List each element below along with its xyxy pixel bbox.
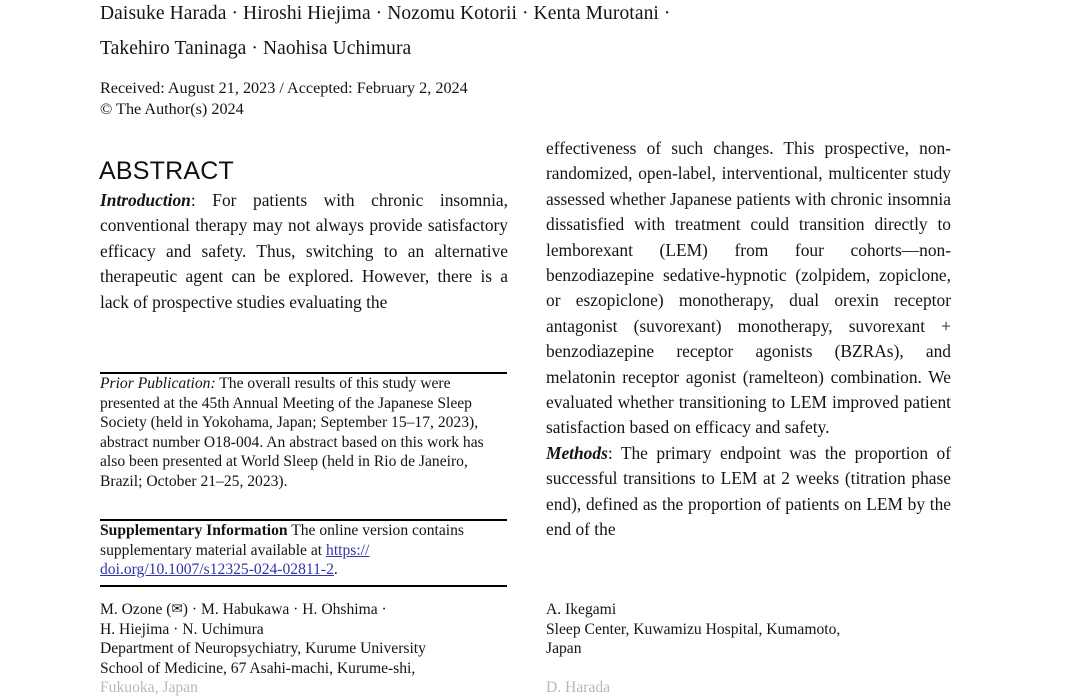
corresponding-author-name: M. Ozone (: [100, 601, 172, 618]
envelope-icon: ✉: [171, 601, 183, 617]
abstract-continuation-column: [546, 136, 951, 543]
abstract-introduction-paragraph: [100, 188, 508, 315]
affiliation-right-line-3: Japan: [546, 640, 582, 658]
affiliation-block-left: [100, 600, 520, 698]
affiliation-left-line-2: H. Hiejima · N. Uchimura: [100, 620, 264, 638]
supplementary-information-note: [100, 521, 510, 580]
methods-label: Methods: [546, 442, 608, 463]
author-byline: [100, 0, 800, 66]
affiliation-block-right: [546, 600, 966, 698]
footnote-divider-bottom: [100, 585, 507, 587]
affiliation-left-line-5: Fukuoka, Japan: [100, 679, 198, 697]
abstract-heading: ABSTRACT: [99, 156, 234, 185]
affiliation-left-line-1: [100, 600, 520, 620]
abstract-introduction-continued: effectiveness of such changes. This prospective, non-randomized, open-label, interventional, multicenter study assessed whether Japanese patients with chronic insomnia dissatisfied with treatment could transition directly to lemborexant (LEM) from four cohorts—non-benzodiazepine sedative-hypnotic (zolpidem, zopiclone, or eszopiclone) monotherapy, dual orexin receptor antagonist (suvorexant) monotherapy, suvorexant + benzodiazepine receptor agonists (BZRAs), and melatonin receptor agonist (ramelteon) combination. We evaluated whether transitioning to LEM improved patient satisfaction based on efficacy and safety.: [546, 138, 951, 438]
publication-dates: [100, 78, 530, 119]
author-line-1: Daisuke Harada · Hiroshi Hiejima · Nozomu Kotorii · Kenta Murotani ·: [100, 3, 671, 24]
affiliation-right-spacer: [546, 659, 966, 679]
introduction-label: Introduction: [100, 190, 191, 210]
doi-link[interactable]: https:// doi.org/10.1007/s12325-024-02811-2: [100, 541, 370, 579]
affiliation-right-line-4: D. Harada: [546, 679, 611, 697]
abstract-introduction-column: [100, 188, 508, 315]
abstract-methods-paragraph: [546, 441, 951, 543]
prior-publication-note: [100, 374, 510, 492]
supplementary-information-text: The online version contains supplementary material available at: [100, 522, 464, 559]
affiliation-left-coauthors: ) · M. Habukawa · H. Ohshima ·: [182, 601, 387, 618]
supplementary-information-label: Supplementary Information: [100, 522, 288, 539]
received-accepted-line: Received: August 21, 2023 / Accepted: February 2, 2024: [100, 79, 468, 97]
supplementary-trailing-period: .: [333, 561, 338, 579]
introduction-text: : For patients with chronic insomnia, conventional therapy may not always provide satisfactory efficacy and safety. Thus, switching to an alternative therapeutic agent can be explored. However, there is a lack of prospective studies evaluating the: [100, 190, 508, 312]
methods-text: : The primary endpoint was the proportion of successful transitions to LEM at 2 weeks (titration phase end), defined as the proportion of patients on LEM by the end of the: [546, 442, 951, 540]
affiliation-right-line-1: A. Ikegami: [546, 601, 617, 618]
prior-publication-label: Prior Publication:: [100, 375, 216, 392]
affiliation-left-line-4: School of Medicine, 67 Asahi-machi, Kurume-shi,: [100, 659, 416, 677]
prior-publication-text: The overall results of this study were presented at the 45th Annual Meeting of the Japanese Sleep Society (held in Yokohama, Japan; September 15–17, 2023), abstract number O18-004. An abstract based on this work has also been presented at World Sleep (held in Rio de Janeiro, Brazil; October 21–25, 2023).: [100, 375, 484, 490]
affiliation-right-line-2: Sleep Center, Kuwamizu Hospital, Kumamoto,: [546, 620, 841, 638]
author-line-2: Takehiro Taninaga · Naohisa Uchimura: [100, 38, 412, 59]
copyright-line: © The Author(s) 2024: [100, 99, 244, 118]
affiliation-left-line-3: Department of Neuropsychiatry, Kurume University: [100, 640, 426, 658]
